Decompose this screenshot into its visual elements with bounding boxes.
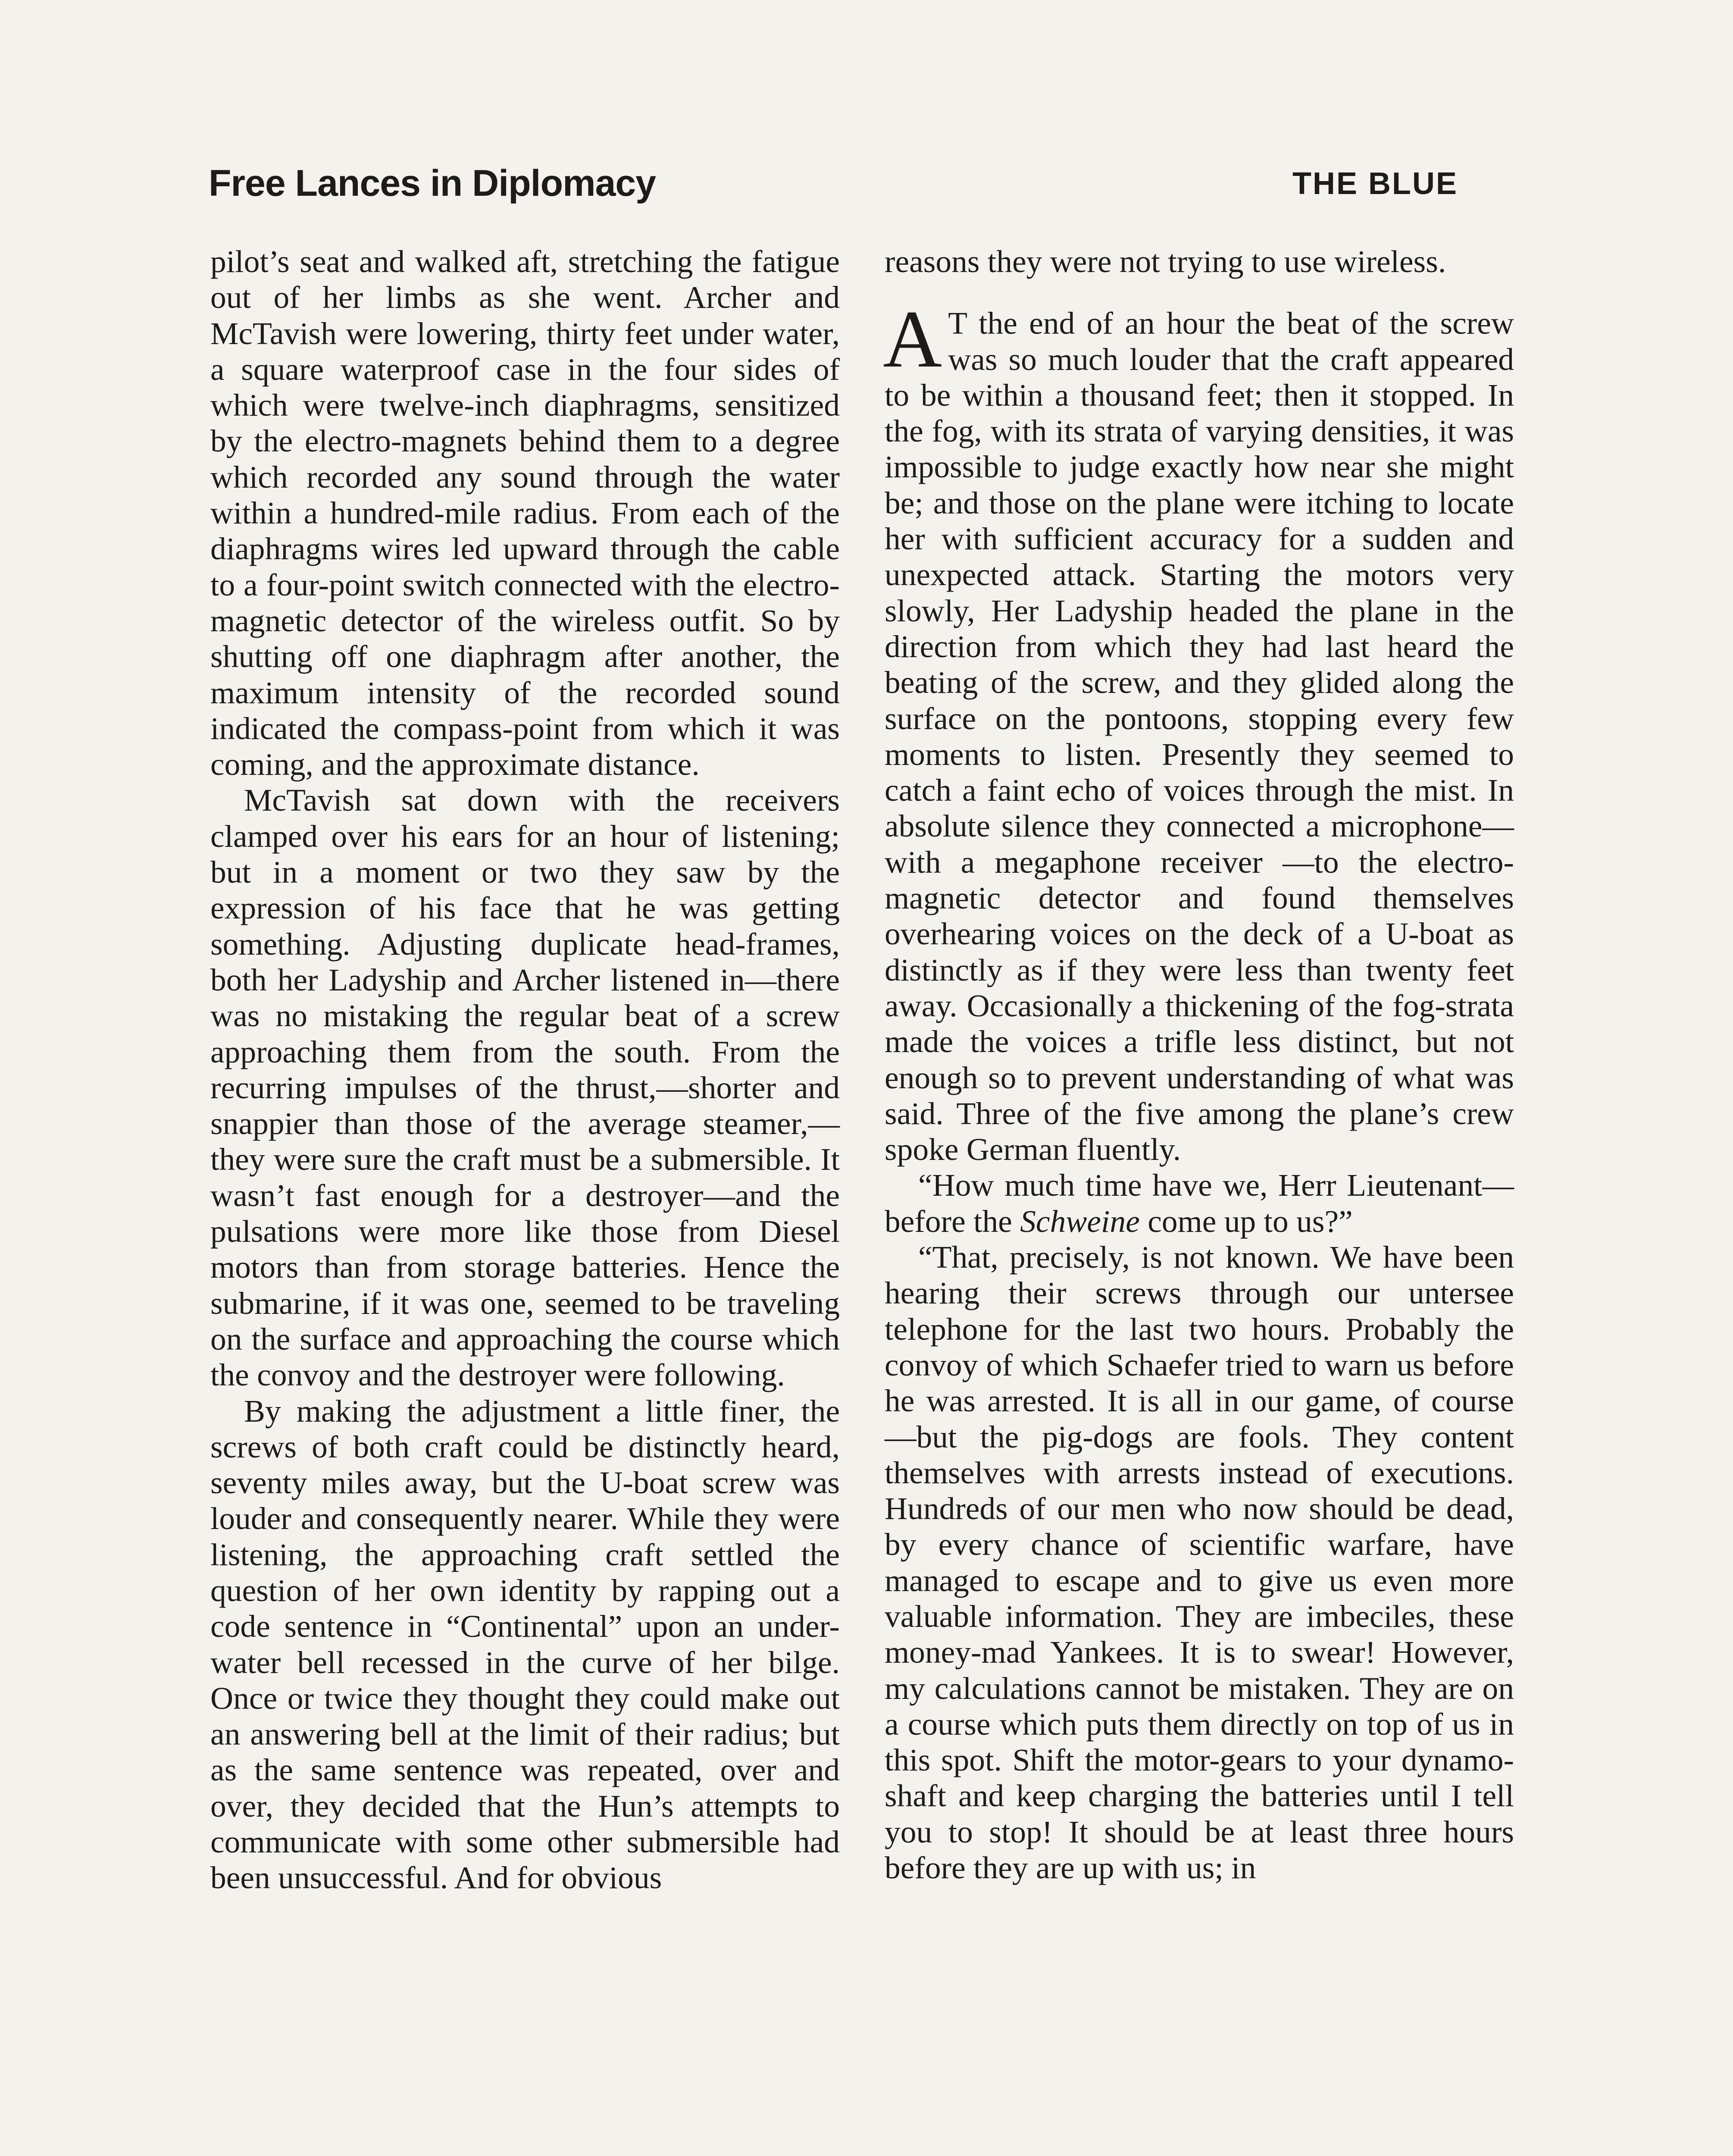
paragraph-text: T the end of an hour the beat of the screw was so much louder that the craft appeared to be within a thousand feet; then it stopped. In the fog, with its strata of varying densities, it was impossible to judge exactly how near she might be; and those on the plane were itching to locate her with sufficient accuracy for a sudden and unexpected attack. Starting the motors very slowly, Her Ladyship headed the plane in the direction from which they had last heard the beating of the screw, and they glided along the surface on the pontoons, stopping every few moments to listen. Presently they seemed to catch a faint echo of voices through the mist. In absolute silence they connected a microphone—with a megaphone receiver —to the electro-magnetic detector and found themselves overhearing voices on the deck of a U-boat as distinctly as if they were less than twenty feet away. Occasionally a thickening of the fog-strata made the voices a trifle less distinct, but not enough so to prevent understanding of what was said. Three of the five among the plane’s crew spoke German fluently.	[885, 306, 1514, 1167]
paragraph: By making the adjustment a little finer, the screws of both craft could be distinctly heard, seventy miles away, but the U-boat screw was louder and consequently nearer. While they were listening, the approaching craft settled the question of her own identity by rapping out a code sentence in “Continental” upon an under-water bell recessed in the curve of her bilge. Once or twice they thought they could make out an answering bell at the limit of their radius; but as the same sentence was repeated, over and over, they decided that the Hun’s attempts to communicate with some other submersible had been unsuccessful. And for obvious	[210, 1393, 840, 1896]
dialogue-paragraph	[885, 1167, 1514, 1239]
paragraph: McTavish sat down with the receivers clamped over his ears for an hour of listening; but in a moment or two they saw by the expression of his face that he was getting something. Adjusting duplicate head-frames, both her Ladyship and Archer listened in—there was no mistaking the regular beat of a screw approaching them from the south. From the recurring impulses of the thrust,—shorter and snappier than those of the average steamer,—they were sure the craft must be a submersible. It wasn’t fast enough for a destroyer—and the pulsations were more like those from Diesel motors than from storage batteries. Hence the submarine, if it was one, seemed to be traveling on the surface and approaching the course which the convoy and the destroyer were following.	[210, 783, 840, 1393]
dialogue-paragraph: “That, precisely, is not known. We have been hearing their screws through our untersee telephone for the last two hours. Probably the convoy of which Schaefer tried to warn us before he was arrested. It is all in our game, of course —but the pig-dogs are fools. They content themselves with arrests instead of executions. Hundreds of our men who now should be dead, by every chance of scientific warfare, have managed to escape and to give us even more valuable information. They are imbeciles, these money-mad Yankees. It is to swear! However, my calculations cannot be mistaken. They are on a course which puts them directly on top of us in this spot. Shift the motor-gears to your dynamo-shaft and keep charging the batteries until I tell you to stop! It should be at least three hours before they are up with us; in	[885, 1240, 1514, 1886]
paragraph: pilot’s seat and walked aft, stretching the fatigue out of her limbs as she went. Archer and McTavish were lowering, thirty feet under water, a square waterproof case in the four sides of which were twelve-inch diaphragms, sensitized by the electro-magnets behind them to a degree which recorded any sound through the water within a hundred-mile radius. From each of the diaphragms wires led upward through the cable to a four-point switch connected with the electro-magnetic detector of the wireless outfit. So by shutting off one diaphragm after another, the maximum intensity of the recorded sound indicated the compass-point from which it was coming, and the approximate distance.	[210, 244, 840, 782]
paragraph: reasons they were not trying to use wireless.	[885, 244, 1446, 279]
quote-text: come up to us?”	[1139, 1203, 1353, 1239]
left-column	[210, 244, 840, 1896]
magazine-title: THE BLUE	[1292, 166, 1458, 201]
right-column	[885, 244, 1514, 1886]
drop-cap: A	[883, 294, 942, 385]
quote-text: “How much time have we, Herr Lieutenant—before the	[885, 1168, 1514, 1239]
italic-word: Schweine	[1020, 1203, 1140, 1239]
section-opening-paragraph	[883, 294, 1514, 1167]
story-title: Free Lances in Diplomacy	[209, 163, 656, 204]
